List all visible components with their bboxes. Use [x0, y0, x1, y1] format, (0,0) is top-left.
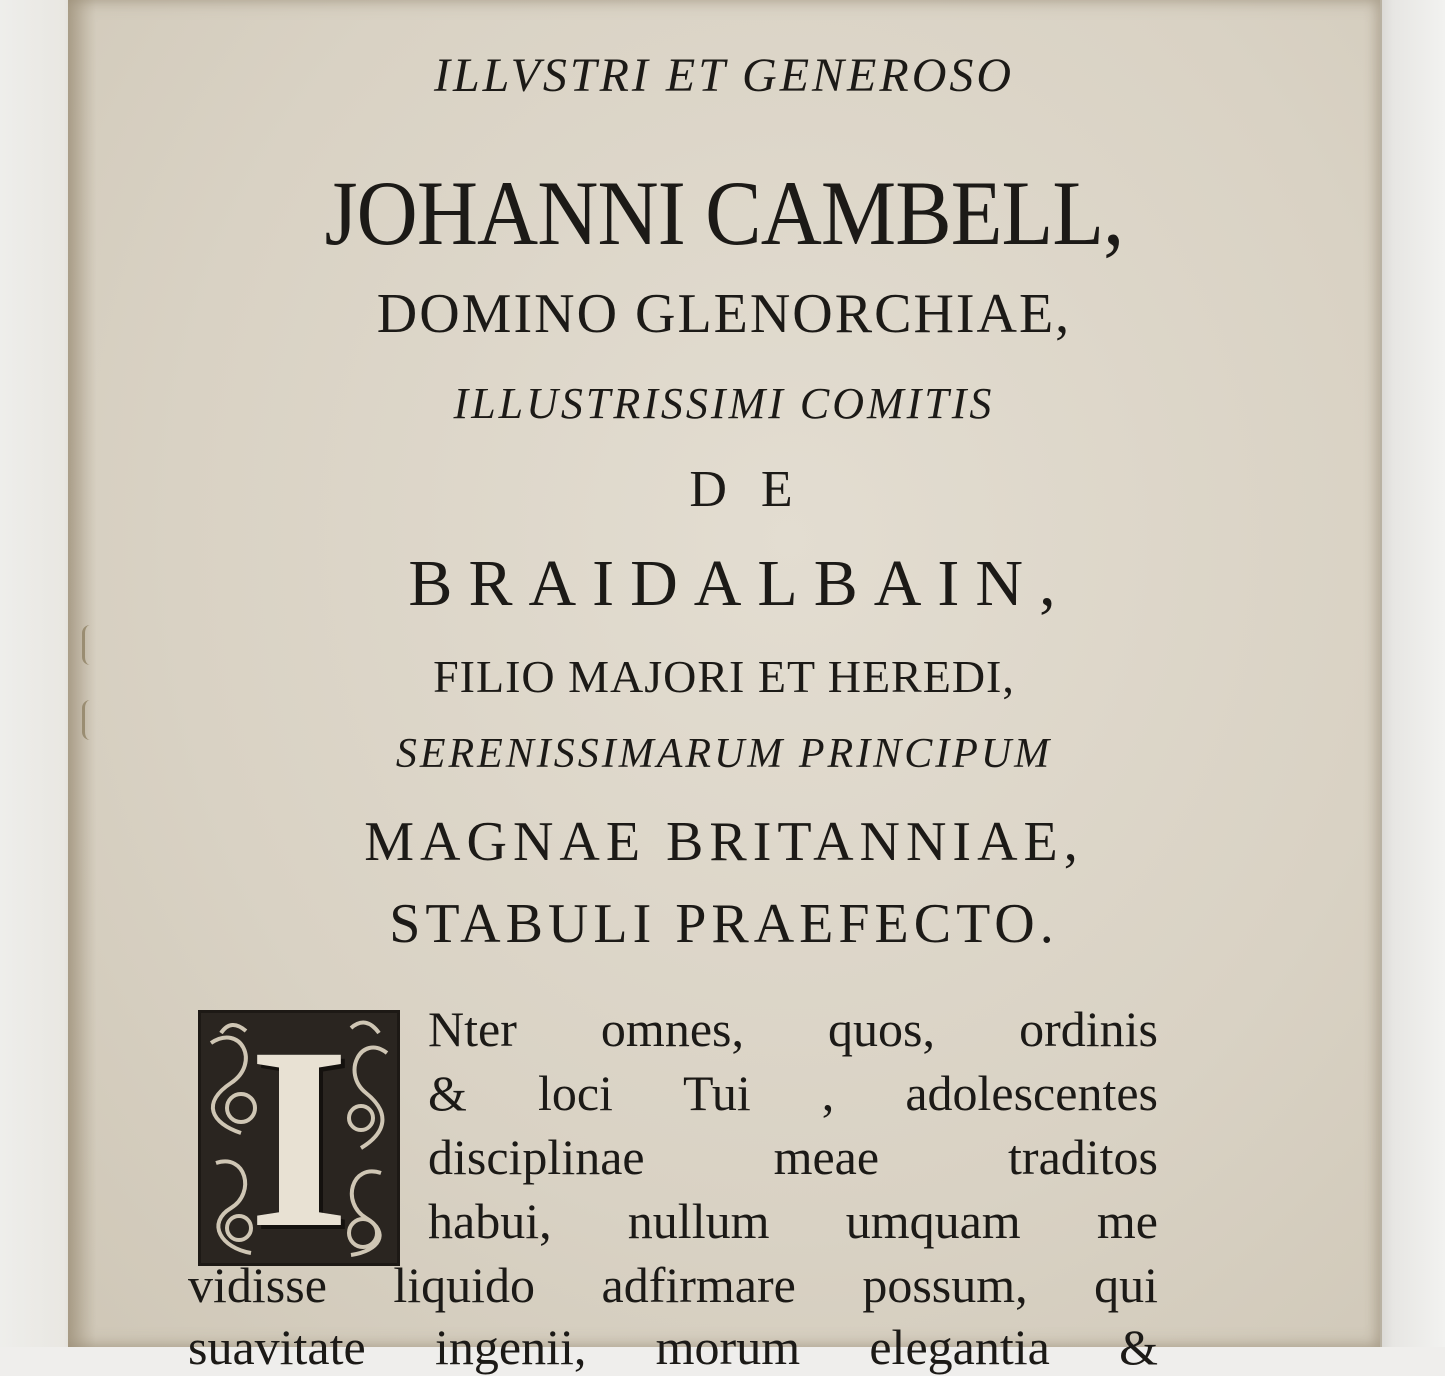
body-line-6: suavitate ingenii, morum elegantia &	[188, 1319, 1158, 1375]
body-line-2: & loci Tui , adolescentes	[428, 1065, 1158, 1121]
dedication-line-9: MAGNAE BRITANNIAE,	[364, 811, 1084, 873]
decorated-initial	[198, 1010, 400, 1266]
dedication-line-8: SERENISSIMARUM PRINCIPUM	[395, 731, 1053, 777]
dedication-line-6: BRAIDALBAIN,	[408, 547, 1072, 620]
body-line-3: disciplinae meae traditos	[428, 1129, 1158, 1185]
book-page	[68, 0, 1382, 1375]
dedication-line-1: ILLVSTRI ET GENEROSO	[433, 49, 1015, 102]
dedication-line-5: DE	[689, 461, 827, 518]
dedication-line-10: STABULI PRAEFECTO.	[389, 893, 1059, 955]
dedication-line-4: ILLUSTRISSIMI COMITIS	[453, 379, 995, 428]
body-line-4: habui, nullum umquam me	[428, 1193, 1158, 1249]
initial-letter: I	[248, 1010, 350, 1266]
body-line-1: Nter omnes, quos, ordinis	[428, 1001, 1158, 1057]
dedication-line-7: FILIO MAJORI ET HEREDI,	[433, 651, 1015, 702]
dedicatee-name: JOHANNI CAMBELL,	[324, 162, 1124, 264]
body-line-5: vidisse liquido adfirmare possum, qui	[188, 1257, 1158, 1313]
dedication-line-3: DOMINO GLENORCHIAE,	[376, 283, 1072, 345]
